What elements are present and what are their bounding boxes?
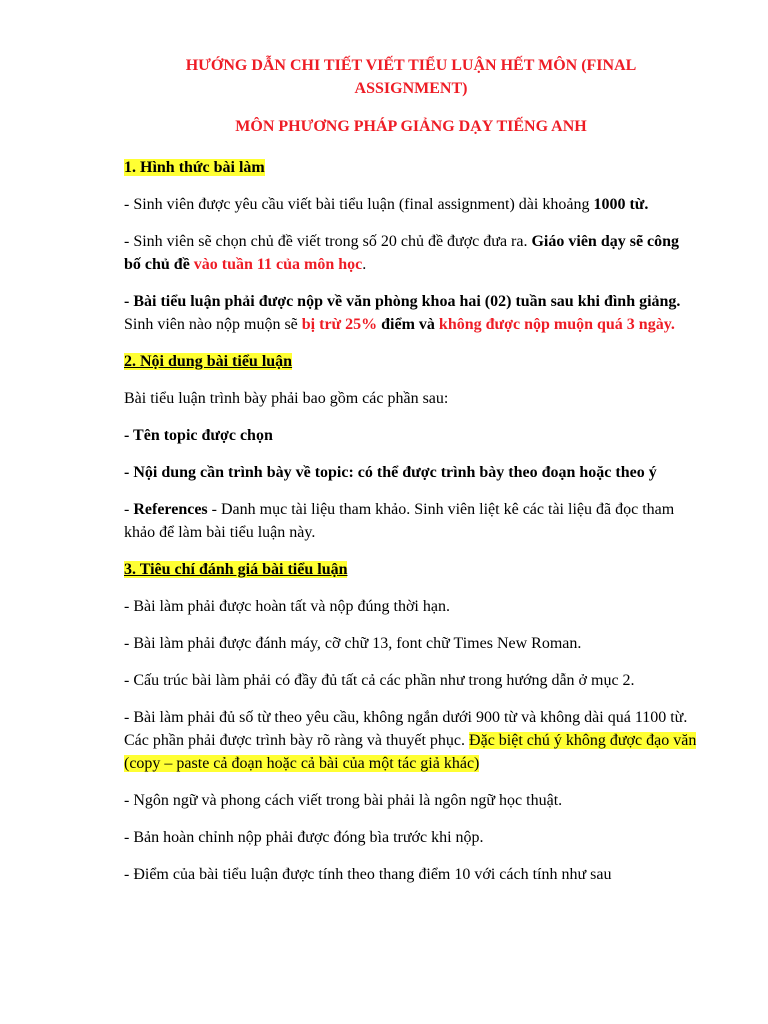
deadline-emphasis: vào tuần 11 của môn học (193, 256, 363, 273)
section2-item-topic: - Tên topic được chọn (124, 427, 273, 444)
criterion-language: - Ngôn ngữ và phong cách viết trong bài phải là ngôn ngữ học thuật. (124, 792, 563, 809)
course-title: MÔN PHƯƠNG PHÁP GIẢNG DẠY TIẾNG ANH (235, 118, 587, 135)
criterion-length (124, 706, 698, 775)
section2-item-content: - Nội dung cần trình bày về topic: có thể được trình bày theo đoạn hoặc theo ý (124, 464, 657, 481)
text-span: - Sinh viên sẽ chọn chủ đề viết trong số 20 chủ đề được đưa ra. (124, 233, 532, 250)
section1-paragraph-submission (124, 290, 698, 336)
references-label: References (133, 501, 208, 518)
late-limit-emphasis: không được nộp muộn quá 3 ngày. (438, 316, 675, 333)
text-span-bold: Giáo viên dạy sẽ công bố chủ đề (124, 233, 680, 273)
text-span: - Sinh viên được yêu cầu viết bài tiểu luận (final assignment) dài khoảng (124, 196, 594, 213)
criterion-format: - Bài làm phải được đánh máy, cỡ chữ 13, font chữ Times New Roman. (124, 635, 582, 652)
section3-heading: 3. Tiêu chí đánh giá bài tiểu luận (124, 561, 348, 578)
section1-paragraph-length (124, 193, 698, 216)
document-title: HƯỚNG DẪN CHI TIẾT VIẾT TIỂU LUẬN HẾT MÔN (FINAL ASSIGNMENT) (185, 57, 637, 97)
section2-heading-row (124, 350, 698, 373)
text-span: . (362, 256, 367, 273)
section1-paragraph-topics (124, 230, 698, 276)
text-span-bold: - Bài tiểu luận phải được nộp về văn phòng khoa hai (02) tuần sau khi đình giảng. (124, 293, 681, 310)
criterion-grading: - Điểm của bài tiểu luận được tính theo thang điểm 10 với cách tính như sau (124, 866, 612, 883)
section1-heading-row (124, 156, 698, 179)
text-span-bold: điểm và (377, 316, 439, 333)
section2-intro: Bài tiểu luận trình bày phải bao gồm các phần sau: (124, 390, 449, 407)
criterion-deadline: - Bài làm phải được hoàn tất và nộp đúng thời hạn. (124, 598, 450, 615)
section3-heading-row (124, 558, 698, 581)
text-span: - Danh mục tài liệu tham khảo. Sinh viên liệt kê các tài liệu đã đọc tham khảo để làm bài tiểu luận này. (124, 501, 675, 541)
section1-heading: 1. Hình thức bài làm (124, 159, 265, 176)
plagiarism-warning: Đặc biệt chú ý không được đạo văn (copy – paste cả đoạn hoặc cả bài của một tác giả khác) (124, 732, 697, 772)
penalty-emphasis: bị trừ 25% (301, 316, 378, 333)
word-count-emphasis: 1000 từ. (593, 196, 649, 213)
text-span: - Bài làm phải đủ số từ theo yêu cầu, không ngắn dưới 900 từ và không dài quá 1100 từ. Các phần phải được trình bày rõ ràng và thuyết phục. (124, 709, 688, 749)
section2-item-references (124, 498, 698, 544)
section2-heading: 2. Nội dung bài tiểu luận (124, 353, 293, 370)
text-span: Sinh viên nào nộp muộn sẽ (124, 316, 302, 333)
criterion-structure: - Cấu trúc bài làm phải có đầy đủ tất cả các phần như trong hướng dẫn ở mục 2. (124, 672, 635, 689)
text-span: - (124, 501, 134, 518)
criterion-binding: - Bản hoàn chỉnh nộp phải được đóng bìa trước khi nộp. (124, 829, 484, 846)
